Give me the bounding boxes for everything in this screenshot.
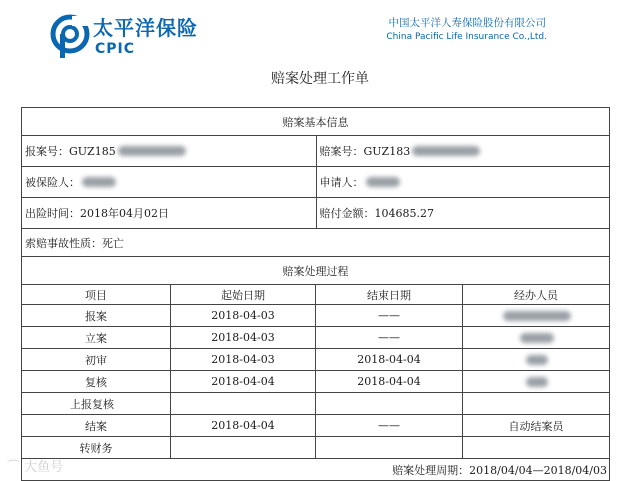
row-item: 上报复核 <box>70 397 114 411</box>
redacted-blur <box>366 177 400 187</box>
basic-info-heading: 赔案基本信息 <box>282 115 349 129</box>
applicant-cell <box>316 167 610 197</box>
insured-label: 被保险人： <box>25 176 80 189</box>
process-heading-row <box>22 257 609 285</box>
claim-form-table <box>21 107 610 481</box>
row-end-date: —— <box>315 305 462 326</box>
period-row <box>22 459 609 481</box>
redacted-blur <box>520 333 554 343</box>
row-end-date <box>315 437 462 458</box>
table-row <box>22 415 609 437</box>
claim-case-number: 赔案号：GUZ183 <box>319 145 411 158</box>
row-start-date <box>170 393 315 414</box>
company-name-en: China Pacific Life Insurance Co.,Ltd. <box>386 32 547 42</box>
row-item: 复核 <box>85 375 107 389</box>
row-end-date: 2018-04-04 <box>315 371 462 392</box>
company-name-cn: 中国太平洋人寿保险股份有限公司 <box>388 17 546 29</box>
column-header-start: 起始日期 <box>170 285 315 304</box>
table-row <box>22 371 609 393</box>
incident-time: 出险时间：2018年04月02日 <box>25 207 169 220</box>
row-item: 结案 <box>85 419 107 433</box>
table-row <box>22 437 609 459</box>
report-case-number: 报案号：GUZ185 <box>25 145 116 158</box>
row-handler <box>462 305 609 326</box>
table-row <box>22 305 609 327</box>
row-item: 初审 <box>85 353 107 367</box>
watermark-logo-icon: ⌒ <box>7 460 25 475</box>
row-item: 报案 <box>85 309 107 323</box>
row-end-date: —— <box>315 327 462 348</box>
redacted-blur <box>118 146 186 156</box>
process-column-headers <box>22 285 609 305</box>
claim-nature: 索赔事故性质：死亡 <box>25 236 124 250</box>
process-heading: 赔案处理过程 <box>282 264 349 278</box>
logo-name: 太平洋保险 <box>93 16 198 40</box>
source-watermark <box>7 456 63 475</box>
logo-abbr: CPIC <box>95 41 136 57</box>
table-row <box>22 349 609 371</box>
basic-info-heading-row <box>22 108 609 136</box>
column-header-item: 项目 <box>85 288 107 302</box>
row-handler <box>462 349 609 370</box>
column-header-handler: 经办人员 <box>462 285 609 304</box>
row-start-date: 2018-04-04 <box>170 415 315 436</box>
claim-nature-row <box>22 229 609 257</box>
processing-period: 赔案处理周期：2018/04/04—2018/04/03 <box>392 463 607 477</box>
row-end-date: 2018-04-04 <box>315 349 462 370</box>
row-start-date: 2018-04-03 <box>170 349 315 370</box>
insured-cell <box>22 167 316 197</box>
row-start-date: 2018-04-03 <box>170 327 315 348</box>
case-number-row <box>22 136 609 167</box>
row-end-date <box>315 393 462 414</box>
cpic-logo-icon <box>50 14 90 64</box>
row-end-date: —— <box>315 415 462 436</box>
applicant-label: 申请人： <box>319 176 364 189</box>
watermark-text: 大鱼号 <box>24 460 64 475</box>
table-row <box>22 393 609 415</box>
column-header-end: 结束日期 <box>315 285 462 304</box>
persons-row <box>22 167 609 198</box>
row-start-date: 2018-04-03 <box>170 305 315 326</box>
redacted-blur <box>503 311 571 321</box>
table-row <box>22 327 609 349</box>
report-case-cell <box>22 136 316 166</box>
row-handler <box>462 371 609 392</box>
payout-amount: 赔付金额：104685.27 <box>316 198 610 228</box>
row-handler: 自动结案员 <box>462 415 609 436</box>
row-handler <box>462 437 609 458</box>
row-item: 立案 <box>85 331 107 345</box>
row-start-date <box>170 437 315 458</box>
redacted-blur <box>526 377 548 387</box>
claim-case-cell <box>316 136 610 166</box>
row-handler <box>462 327 609 348</box>
redacted-blur <box>82 177 116 187</box>
redacted-blur <box>526 355 548 365</box>
row-start-date: 2018-04-04 <box>170 371 315 392</box>
redacted-blur <box>412 146 480 156</box>
row-item: 转财务 <box>79 441 113 455</box>
row-handler <box>462 393 609 414</box>
form-title: 赔案处理工作单 <box>271 71 369 87</box>
incident-payout-row <box>22 198 609 229</box>
